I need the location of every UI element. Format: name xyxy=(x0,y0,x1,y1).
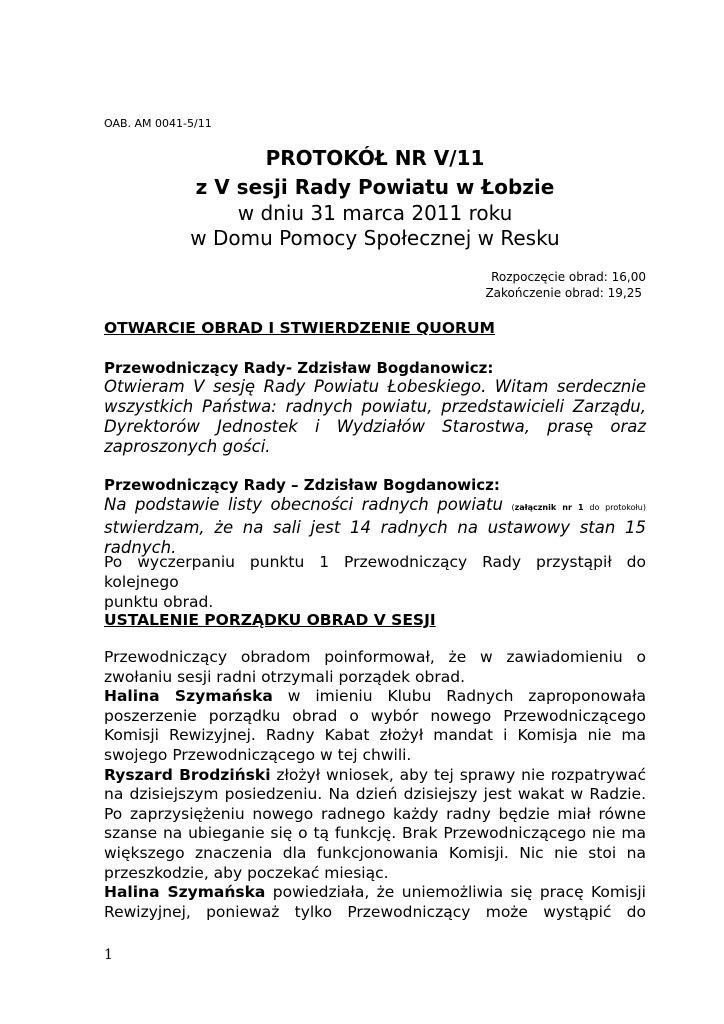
paragraph-line: Po wyczerpaniu punktu 1 Przewodniczący Rady przystąpił do kolejnego xyxy=(104,553,646,591)
speaker-name: Halina Szymańska xyxy=(104,687,273,706)
paragraph-line: punktu obrad. xyxy=(104,593,214,611)
speech-line: wszystkich Państwa: radnych powiatu, przedstawicieli Zarządu, xyxy=(104,397,646,416)
speech-line xyxy=(104,495,646,518)
line-text: powiedziała, że uniemożliwia się pracę Komisji xyxy=(265,883,646,902)
session-title: z V sesji Rady Powiatu w Łobzie xyxy=(195,175,555,199)
section-heading-opening: OTWARCIE OBRAD I STWIERDZENIE QUORUM xyxy=(104,319,495,337)
speaker-name: Halina Szymańska xyxy=(104,883,266,902)
paragraph-line xyxy=(104,647,646,667)
line-text: złożył wniosek, aby tej sprawy nie rozpatrywać xyxy=(270,765,647,784)
paragraph-line xyxy=(104,843,646,863)
line-text: większego znaczenia dla funkcjonowania Komisji. Nic nie stoi na xyxy=(104,843,646,862)
agenda-discussion xyxy=(104,647,646,921)
speech-quorum xyxy=(104,495,646,558)
paragraph-line xyxy=(104,784,646,804)
document-reference: OAB. AM 0041-5/11 xyxy=(104,117,212,130)
start-time: Rozpoczęcie obrad: 16,00 xyxy=(491,270,646,284)
line-text: Komisji Rewizyjnej. Radny Kabat złożył mandat i Komisja nie ma xyxy=(104,726,646,745)
attachment-note: (załącznik nr 1 do protokołu) xyxy=(511,503,646,512)
speech-line: Dyrektorów Jednostek i Wydziałów Starostwa, prasę oraz xyxy=(104,417,646,436)
line-text: szanse na ubieganie się o tą funkcję. Brak Przewodniczącego nie ma xyxy=(104,824,646,843)
speech-text: Na podstawie listy obecności radnych powiatu xyxy=(104,495,503,514)
session-location: w Domu Pomocy Społecznej w Resku xyxy=(190,226,560,250)
paragraph-line xyxy=(104,902,646,922)
line-text: Przewodniczący obradom poinformował, że w zawiadomieniu o xyxy=(104,648,646,666)
page-number: 1 xyxy=(104,947,113,963)
line-text: swojego Przewodniczącego w tej chwili. xyxy=(104,745,412,764)
speaker-label: Przewodniczący Rady- Zdzisław Bogdanowicz: xyxy=(104,359,494,377)
line-text: poszerzenie porządku obrad o wybór nowego Przewodniczącego xyxy=(104,706,646,725)
speech-opening xyxy=(104,377,646,457)
speech-line: zaproszonych gości. xyxy=(104,437,271,456)
session-date: w dniu 31 marca 2011 roku xyxy=(237,201,513,225)
line-text: Rewizyjnej, ponieważ tylko Przewodniczący może wystąpić do xyxy=(104,902,646,921)
paragraph-line xyxy=(104,667,646,687)
transition-paragraph xyxy=(104,552,646,612)
speaker-name: Ryszard Brodziński xyxy=(104,765,271,784)
protocol-title: PROTOKÓŁ NR V/11 xyxy=(265,146,485,170)
paragraph-line xyxy=(104,863,646,883)
line-text: w imieniu Klubu Radnych zaproponowała xyxy=(272,687,647,706)
line-text: Po zaprzysiężeniu nowego radnego każdy radny będzie miał równe xyxy=(104,804,646,823)
paragraph-line xyxy=(104,686,646,706)
speech-line: Otwieram V sesję Rady Powiatu Łobeskiego. Witam serdecznie xyxy=(104,377,646,396)
line-text: zwołaniu sesji radni otrzymali porządek obrad. xyxy=(104,667,466,686)
paragraph-line xyxy=(104,882,646,902)
line-text: na dzisiejszym posiedzeniu. Na dzień dzisiejszy jest wakat w Radzie. xyxy=(104,785,646,804)
line-text: przeszkodzie, aby poczekać miesiąc. xyxy=(104,863,389,882)
paragraph-line xyxy=(104,745,646,765)
paragraph-line xyxy=(104,706,646,726)
speech-line: stwierdzam, że na sali jest 14 radnych na ustawowy stan 15 radnych. xyxy=(104,518,646,557)
speaker-label: Przewodniczący Rady – Zdzisław Bogdanowicz: xyxy=(104,476,500,494)
paragraph-line xyxy=(104,765,646,785)
paragraph-line xyxy=(104,804,646,824)
paragraph-line xyxy=(104,823,646,843)
section-heading-agenda: USTALENIE PORZĄDKU OBRAD V SESJI xyxy=(104,611,436,629)
paragraph-line xyxy=(104,725,646,745)
end-time: Zakończenie obrad: 19,25 xyxy=(485,286,642,300)
